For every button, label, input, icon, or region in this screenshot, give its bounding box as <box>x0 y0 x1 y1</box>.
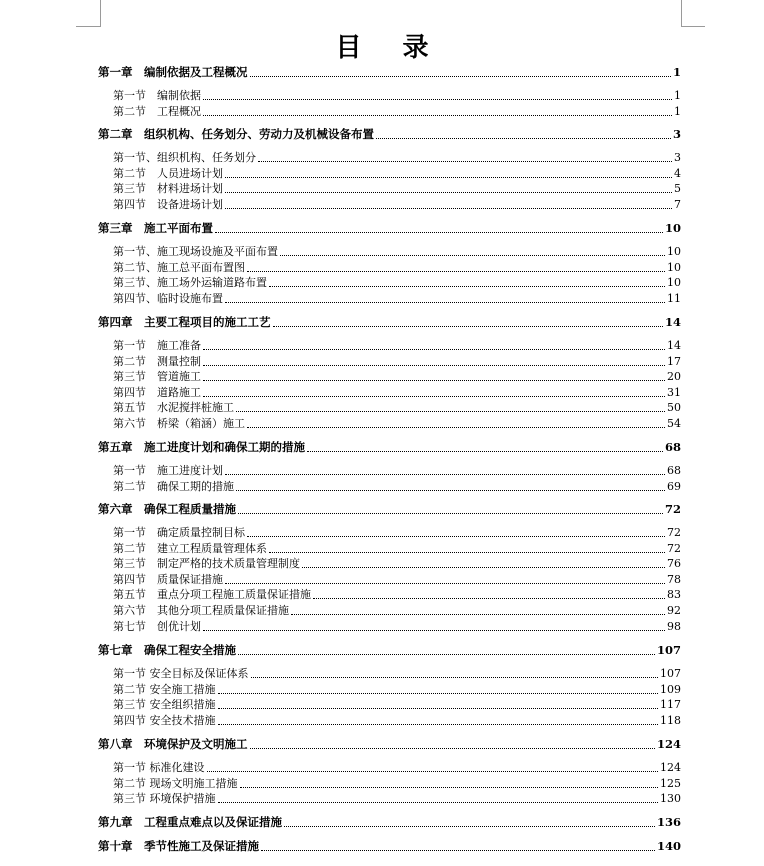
toc-section-entry-page-number: 92 <box>667 604 681 617</box>
dot-leader <box>225 583 665 584</box>
toc-section-entry-page-number: 118 <box>660 714 681 727</box>
toc-section-entry-label: 第四节 质量保证措施 <box>113 573 223 586</box>
toc-section-entry[interactable] <box>113 197 681 212</box>
toc-chapter-entry[interactable] <box>98 127 681 142</box>
dot-leader <box>247 536 665 537</box>
toc-section-entry[interactable] <box>113 416 681 431</box>
dot-leader <box>203 365 665 366</box>
dot-leader <box>225 192 672 193</box>
toc-section-entry[interactable] <box>113 291 681 306</box>
toc-chapter-entry[interactable] <box>98 839 681 854</box>
toc-section-entry-label: 第一节、组织机构、任务划分 <box>113 151 256 164</box>
toc-section-entry[interactable] <box>113 697 681 712</box>
toc-section-entry-page-number: 107 <box>660 667 681 680</box>
dot-leader <box>218 724 659 725</box>
toc-chapter-entry-label: 第四章 主要工程项目的施工工艺 <box>98 315 271 329</box>
toc-section-entry-page-number: 50 <box>667 401 681 414</box>
toc-chapter-entry-label: 第二章 组织机构、任务划分、劳动力及机械设备布置 <box>98 127 374 141</box>
toc-chapter-entry-page-number: 68 <box>664 440 681 454</box>
toc-chapter-entry-page-number: 107 <box>656 643 681 657</box>
toc-section-entry[interactable] <box>113 244 681 259</box>
dot-leader <box>273 326 663 327</box>
toc-section-entry-label: 第四节 安全技术措施 <box>113 714 216 727</box>
dot-leader <box>203 380 665 381</box>
dot-leader <box>258 161 672 162</box>
dot-leader <box>247 427 665 428</box>
toc-section-entry[interactable] <box>113 791 681 806</box>
dot-leader <box>207 771 659 772</box>
toc-section-entry-label: 第一节 编制依据 <box>113 89 201 102</box>
toc-chapter-entry-label: 第八章 环境保护及文明施工 <box>98 737 248 751</box>
dot-leader <box>203 115 672 116</box>
toc-section-entry-page-number: 124 <box>660 761 681 774</box>
dot-leader <box>284 826 655 827</box>
dot-leader <box>225 302 665 303</box>
toc-section-entry-label: 第二节 安全施工措施 <box>113 683 216 696</box>
toc-section-entry[interactable] <box>113 587 681 602</box>
toc-section-entry[interactable] <box>113 104 681 119</box>
dot-leader <box>203 99 672 100</box>
dot-leader <box>250 76 671 77</box>
toc-section-entry-label: 第二节 工程概况 <box>113 105 201 118</box>
toc-section-entry-page-number: 10 <box>667 276 681 289</box>
toc-section-entry[interactable] <box>113 150 681 165</box>
toc-section-entry-page-number: 4 <box>674 167 681 180</box>
toc-section-entry[interactable] <box>113 260 681 275</box>
toc-section-entry-label: 第三节 制定严格的技术质量管理制度 <box>113 557 300 570</box>
toc-section-entry[interactable] <box>113 556 681 571</box>
toc-section-entry[interactable] <box>113 354 681 369</box>
toc-section-entry[interactable] <box>113 713 681 728</box>
dot-leader <box>238 513 663 514</box>
toc-section-entry-page-number: 31 <box>667 386 681 399</box>
dot-leader <box>280 255 665 256</box>
dot-leader <box>250 748 655 749</box>
toc-chapter-entry-label: 第七章 确保工程安全措施 <box>98 643 236 657</box>
toc-chapter-entry-label: 第十章 季节性施工及保证措施 <box>98 839 259 853</box>
dot-leader <box>215 232 663 233</box>
toc-section-entry[interactable] <box>113 541 681 556</box>
toc-section-entry-label: 第三节 管道施工 <box>113 370 201 383</box>
toc-section-entry-page-number: 69 <box>667 480 681 493</box>
toc-section-entry-page-number: 117 <box>660 698 681 711</box>
dot-leader <box>203 630 665 631</box>
toc-section-entry-page-number: 20 <box>667 370 681 383</box>
toc-section-entry-label: 第一节 安全目标及保证体系 <box>113 667 249 680</box>
toc-section-entry-page-number: 125 <box>660 777 681 790</box>
toc-section-entry-page-number: 76 <box>667 557 681 570</box>
toc-section-entry-label: 第四节 设备进场计划 <box>113 198 223 211</box>
toc-chapter-entry-page-number: 10 <box>664 221 681 235</box>
toc-section-entry-page-number: 130 <box>660 792 681 805</box>
dot-leader <box>313 598 665 599</box>
toc-section-entry[interactable] <box>113 181 681 196</box>
toc-section-entry[interactable] <box>113 479 681 494</box>
toc-section-entry-label: 第二节 确保工期的措施 <box>113 480 234 493</box>
dot-leader <box>291 614 665 615</box>
toc-section-entry[interactable] <box>113 666 681 681</box>
toc-chapter-entry-page-number: 14 <box>664 315 681 329</box>
toc-section-entry-label: 第三节 材料进场计划 <box>113 182 223 195</box>
toc-chapter-entry[interactable] <box>98 440 681 455</box>
dot-leader <box>269 286 665 287</box>
dot-leader <box>218 693 659 694</box>
toc-section-entry-label: 第六节 桥梁（箱涵）施工 <box>113 417 245 430</box>
dot-leader <box>269 552 665 553</box>
dot-leader <box>225 474 665 475</box>
dot-leader <box>240 787 659 788</box>
toc-section-entry[interactable] <box>113 572 681 587</box>
toc-section-entry-page-number: 14 <box>667 339 681 352</box>
toc-section-entry[interactable] <box>113 603 681 618</box>
toc-chapter-entry-page-number: 140 <box>656 839 681 853</box>
toc-section-entry-page-number: 54 <box>667 417 681 430</box>
toc-section-entry-page-number: 7 <box>674 198 681 211</box>
toc-section-entry[interactable] <box>113 275 681 290</box>
toc-section-entry-page-number: 78 <box>667 573 681 586</box>
toc-chapter-entry[interactable] <box>98 65 681 80</box>
dot-leader <box>218 708 659 709</box>
dot-leader <box>225 177 672 178</box>
toc-section-entry-page-number: 72 <box>667 542 681 555</box>
toc-section-entry[interactable] <box>113 682 681 697</box>
toc-chapter-entry[interactable] <box>98 502 681 517</box>
toc-section-entry-label: 第二节 人员进场计划 <box>113 167 223 180</box>
toc-section-entry-page-number: 1 <box>674 105 681 118</box>
toc-chapter-entry-page-number: 136 <box>656 815 681 829</box>
toc-section-entry-label: 第三节 安全组织措施 <box>113 698 216 711</box>
toc-section-entry-page-number: 98 <box>667 620 681 633</box>
toc-section-entry-label: 第二节、施工总平面布置图 <box>113 261 245 274</box>
dot-leader <box>203 396 665 397</box>
toc-chapter-entry-label: 第一章 编制依据及工程概况 <box>98 65 248 79</box>
toc-section-entry[interactable] <box>113 166 681 181</box>
toc-section-entry-label: 第二节 现场文明施工措施 <box>113 777 238 790</box>
toc-chapter-entry-label: 第九章 工程重点难点以及保证措施 <box>98 815 282 829</box>
toc-section-entry-label: 第二节 建立工程质量管理体系 <box>113 542 267 555</box>
toc-section-entry-page-number: 10 <box>667 245 681 258</box>
dot-leader <box>302 567 665 568</box>
toc-section-entry-page-number: 68 <box>667 464 681 477</box>
dot-leader <box>236 490 665 491</box>
toc-section-entry-label: 第五节 水泥搅拌桩施工 <box>113 401 234 414</box>
toc-section-entry-page-number: 10 <box>667 261 681 274</box>
dot-leader <box>307 451 663 452</box>
dot-leader <box>251 677 659 678</box>
toc-section-entry-page-number: 109 <box>660 683 681 696</box>
toc-section-entry[interactable] <box>113 525 681 540</box>
dot-leader <box>261 850 655 851</box>
toc-section-entry-page-number: 5 <box>674 182 681 195</box>
toc-chapter-entry[interactable] <box>98 315 681 330</box>
toc-section-entry[interactable] <box>113 385 681 400</box>
toc-section-entry-page-number: 3 <box>674 151 681 164</box>
toc-section-entry[interactable] <box>113 400 681 415</box>
toc-chapter-entry-label: 第五章 施工进度计划和确保工期的措施 <box>98 440 305 454</box>
toc-chapter-entry-page-number: 3 <box>672 127 681 141</box>
toc-chapter-entry[interactable] <box>98 815 681 830</box>
toc-section-entry-page-number: 1 <box>674 89 681 102</box>
dot-leader <box>203 349 665 350</box>
toc-chapter-entry-page-number: 124 <box>656 737 681 751</box>
dot-leader <box>225 208 672 209</box>
toc-section-entry-label: 第一节 确定质量控制目标 <box>113 526 245 539</box>
toc-section-entry-label: 第三节、施工场外运输道路布置 <box>113 276 267 289</box>
toc-section-entry-label: 第一节 施工准备 <box>113 339 201 352</box>
toc-section-entry[interactable] <box>113 88 681 103</box>
toc-section-entry-label: 第七节 创优计划 <box>113 620 201 633</box>
toc-section-entry-page-number: 11 <box>667 292 681 305</box>
toc-chapter-entry[interactable] <box>98 737 681 752</box>
toc-chapter-entry-label: 第六章 确保工程质量措施 <box>98 502 236 516</box>
dot-leader <box>218 802 659 803</box>
toc-section-entry-label: 第六节 其他分项工程质量保证措施 <box>113 604 289 617</box>
toc-chapter-entry[interactable] <box>98 221 681 236</box>
toc-section-entry[interactable] <box>113 463 681 478</box>
dot-leader <box>238 654 655 655</box>
toc-section-entry[interactable] <box>113 619 681 634</box>
toc-section-entry-label: 第四节 道路施工 <box>113 386 201 399</box>
toc-chapter-entry-label: 第三章 施工平面布置 <box>98 221 213 235</box>
toc-section-entry-label: 第五节 重点分项工程施工质量保证措施 <box>113 588 311 601</box>
toc-section-entry[interactable] <box>113 369 681 384</box>
toc-section-entry-label: 第三节 环境保护措施 <box>113 792 216 805</box>
toc-chapter-entry-page-number: 72 <box>664 502 681 516</box>
toc-section-entry-label: 第四节、临时设施布置 <box>113 292 223 305</box>
toc-section-entry-label: 第一节 标准化建设 <box>113 761 205 774</box>
toc-section-entry-page-number: 17 <box>667 355 681 368</box>
toc-section-entry[interactable] <box>113 776 681 791</box>
toc-section-entry-page-number: 72 <box>667 526 681 539</box>
dot-leader <box>247 271 665 272</box>
toc-chapter-entry-page-number: 1 <box>672 65 681 79</box>
page-title: 目 录 <box>335 33 445 63</box>
toc-section-entry-page-number: 83 <box>667 588 681 601</box>
toc-section-entry-label: 第二节 测量控制 <box>113 355 201 368</box>
toc-section-entry-label: 第一节 施工进度计划 <box>113 464 223 477</box>
dot-leader <box>376 138 671 139</box>
toc-section-entry[interactable] <box>113 760 681 775</box>
toc-section-entry-label: 第一节、施工现场设施及平面布置 <box>113 245 278 258</box>
toc-chapter-entry[interactable] <box>98 643 681 658</box>
toc-section-entry[interactable] <box>113 338 681 353</box>
dot-leader <box>236 411 665 412</box>
